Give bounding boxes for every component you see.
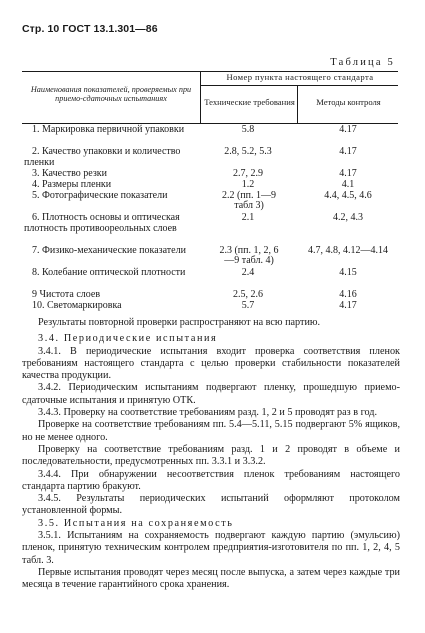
row-name: 9 Чистота слоев bbox=[32, 289, 101, 300]
page-header: Стр. 10 ГОСТ 13.1.301—86 bbox=[22, 23, 158, 35]
row-req: 1.2 bbox=[241, 179, 255, 190]
paragraph: Первые испытания проводят через месяц после выпуска, а затем через каждые три месяца в течение гарантийного срока хранения. bbox=[22, 566, 400, 591]
row-method: 4.7, 4.8, 4.12—4.14 bbox=[308, 245, 388, 256]
row-name: 1. Маркировка первичной упаковки bbox=[32, 124, 185, 135]
row-req: 2.5, 2.6 bbox=[233, 289, 263, 300]
row-method: 4.17 bbox=[339, 146, 357, 157]
row-method: 4.17 bbox=[339, 300, 357, 311]
row-req: 2.7, 2.9 bbox=[233, 168, 263, 179]
table-header bbox=[22, 71, 398, 124]
row-method: 4.15 bbox=[339, 267, 357, 278]
body-text bbox=[22, 317, 400, 592]
row-name: 2. Качество упаковки и количество пленки bbox=[24, 146, 181, 168]
table-row bbox=[22, 301, 398, 312]
row-name: 4. Размеры пленки bbox=[32, 179, 112, 190]
group-header: Номер пункта настоящего стандарта bbox=[226, 72, 374, 82]
table-divider-2 bbox=[297, 85, 298, 124]
row-req: 5.8 bbox=[241, 124, 255, 135]
table-row bbox=[22, 213, 398, 246]
paragraph: 3.5.1. Испытаниям на сохраняемость подвергают каждую партию (эмульсию) пленок, принятую техническим контролем предприятия-изготовителя по пп. 1, 2, 4, 5 табл. 3. bbox=[22, 530, 400, 566]
row-method: 4.17 bbox=[339, 124, 357, 135]
row-name: 5. Фотографические показатели bbox=[32, 190, 168, 201]
table-row bbox=[22, 147, 398, 169]
table-row bbox=[22, 268, 398, 290]
paragraph: 3.4.3. Проверку на соответствие требованиям разд. 1, 2 и 5 проводят раз в год. bbox=[38, 407, 378, 419]
col-method-header: Методы контроля bbox=[316, 97, 381, 107]
row-name: 10. Светомаркировка bbox=[32, 300, 122, 311]
paragraph: Результаты повторной проверки распространяют на всю партию. bbox=[38, 317, 321, 328]
row-method: 4.16 bbox=[339, 289, 357, 300]
col-name-header: Наименования показателей, проверяемых при приемо-сдаточных испытаниях bbox=[30, 85, 192, 104]
row-method: 4.2, 4.3 bbox=[333, 212, 363, 223]
row-req: 2.1 bbox=[241, 212, 255, 223]
row-method: 4.17 bbox=[339, 168, 357, 179]
paragraph: 3.4.4. При обнаружении несоответствия пленок требованиям настоящего стандарта партию бракуют. bbox=[22, 468, 400, 492]
table-body bbox=[22, 125, 398, 312]
row-name: 6. Плотность основы и оптическая плотность противоореольных слоев bbox=[24, 212, 180, 234]
row-req: 2.3 (пп. 1, 2, 6—9 табл. 4) bbox=[219, 245, 279, 266]
row-method: 4.4, 4.5, 4.6 bbox=[324, 190, 372, 201]
row-method: 4.1 bbox=[341, 179, 355, 190]
table-divider-1 bbox=[200, 71, 201, 124]
paragraph: 3.4.2. Периодическим испытаниям подвергают пленку, прошедшую приемо-сдаточные испытания и принятую ОТК. bbox=[22, 382, 400, 406]
paragraph: Проверке на соответствие требованиям пп. 5.4—5.11, 5.15 подвергают 5% ящиков, но не менее одного. bbox=[22, 419, 400, 443]
col-req-header: Технические требования bbox=[204, 97, 295, 107]
row-req: 2.4 bbox=[241, 267, 255, 278]
row-name: 3. Качество резки bbox=[32, 168, 107, 179]
row-name: 7. Физико-механические показатели bbox=[32, 245, 186, 256]
paragraph: Проверку на соответствие требованиям разд. 1 и 2 проводят в объеме и последовательности, предусмотренных пп. 3.3.1 и 3.3.2. bbox=[22, 443, 400, 468]
paragraph: 3.4.5. Результаты периодических испытаний оформляют протоколом установленной формы. bbox=[22, 493, 400, 517]
table-row bbox=[22, 125, 398, 147]
row-name: 8. Колебание оптической плотности bbox=[32, 267, 186, 278]
table-row bbox=[22, 246, 398, 268]
row-req: 5.7 bbox=[241, 300, 255, 311]
section-heading-3-4: 3.4. Периодические испытания bbox=[38, 333, 218, 345]
section-heading-3-5: 3.5. Испытания на сохраняемость bbox=[38, 517, 234, 529]
table-row bbox=[22, 191, 398, 213]
row-req: 2.8, 5.2, 5.3 bbox=[224, 146, 272, 157]
paragraph: 3.4.1. В периодические испытания входит проверка соответствия пленок требованиям настоящего стандарта с целью проверки стабильности показателей качества продукции. bbox=[22, 345, 400, 382]
table-caption: Таблица 5 bbox=[330, 57, 395, 68]
table-group-rule bbox=[200, 85, 398, 86]
row-req: 2.2 (пп. 1—9 табл 3) bbox=[221, 190, 277, 211]
